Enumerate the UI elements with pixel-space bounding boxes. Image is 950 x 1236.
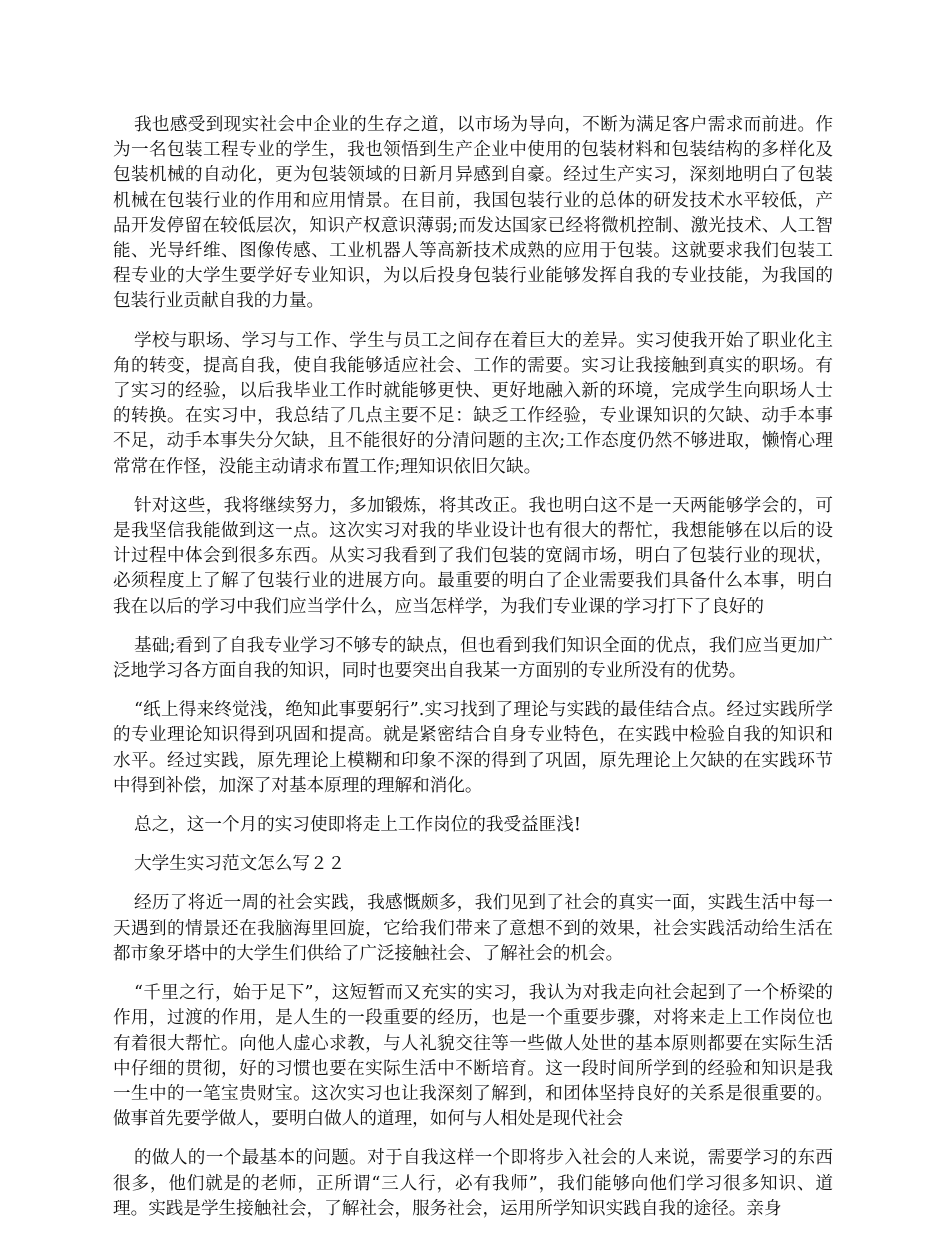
paragraph-2: 学校与职场、学习与工作、学生与员工之间存在着巨大的差异。实习使我开始了职业化主角的转变，提高自我，使自我能够适应社会、工作的需要。实习让我接触到真实的职场。有了实习的经验，以后我毕业工作时就能够更快、更好地融入新的环境，完成学生向职场人士的转换。在实习中，我总结了几点主要不足：缺乏工作经验，专业课知识的欠缺、动手本事不足，动手本事失分欠缺，且不能很好的分清问题的主次;工作态度仍然不够进取，懒惰心理常常在作怪，没能主动请求布置工作;理知识依旧欠缺。 bbox=[113, 330, 833, 477]
paragraph-8: “千里之行，始于足下”，这短暂而又充实的实习，我认为对我走向社会起到了一个桥梁的作用，过渡的作用，是人生的一段重要的经历，也是一个重要步骤，对将来走上工作岗位也有着很大帮忙。向他人虚心求教，与人礼貌交往等一些做人处世的基本原则都要在实际生活中仔细的贯彻，好的习惯也要在实际生活中不断培育。这一段时间所学到的经验和知识是我一生中的一笔宝贵财宝。这次实习也让我深刻了解到，和团体坚持良好的关系是很重要的。做事首先要学做人，要明白做人的道理，如何与人相处是现代社会 bbox=[113, 983, 833, 1130]
document-page bbox=[113, 113, 833, 1236]
paragraph-7: 经历了将近一周的社会实践，我感慨颇多，我们见到了社会的真实一面，实践生活中每一天遇到的情景还在我脑海里回旋，它给我们带来了意想不到的效果，社会实践活动给生活在都市象牙塔中的大学生们供给了广泛接触社会、了解社会的机会。 bbox=[113, 893, 833, 964]
paragraph-1: 我也感受到现实社会中企业的生存之道，以市场为导向，不断为满足客户需求而前进。作为一名包装工程专业的学生，我也领悟到生产企业中使用的包装材料和包装结构的多样化及包装机械的自动化，更为包装领域的日新月异感到自豪。经过生产实习，深刻地明白了包装机械在包装行业的作用和应用情景。在目前，我国包装行业的总体的研发技术水平较低，产品开发停留在较低层次，知识产权意识薄弱;而发达国家已经将微机控制、激光技术、人工智能、光导纤维、图像传感、工业机器人等高新技术成熟的应用于包装。这就要求我们包装工程专业的大学生要学好专业知识，为以后投身包装行业能够发挥自我的专业技能，为我国的包装行业贡献自我的力量。 bbox=[113, 115, 833, 312]
paragraph-9: 的做人的一个最基本的问题。对于自我这样一个即将步入社会的人来说，需要学习的东西很多，他们就是的老师，正所谓“三人行，必有我师”，我们能够向他们学习很多知识、道理。实践是学生接触社会，了解社会，服务社会，运用所学知识实践自我的途径。亲身 bbox=[113, 1148, 833, 1219]
paragraph-4: 基础;看到了自我专业学习不够专的缺点，但也看到我们知识全面的优点，我们应当更加广泛地学习各方面自我的知识，同时也要突出自我某一方面别的专业所没有的优势。 bbox=[113, 635, 833, 682]
paragraph-5: “纸上得来终觉浅，绝知此事要躬行”.实习找到了理论与实践的最佳结合点。经过实践所学的专业理论知识得到巩固和提高。就是紧密结合自身专业特色，在实践中检验自我的知识和水平。经过实践，原先理论上模糊和印象不深的得到了巩固，原先理论上欠缺的在实践环节中得到补偿，加深了对基本原理的理解和消化。 bbox=[113, 700, 833, 796]
paragraph-3: 针对这些，我将继续努力，多加锻炼，将其改正。我也明白这不是一天两能够学会的，可是我坚信我能做到这一点。这次实习对我的毕业设计也有很大的帮忙，我想能够在以后的设计过程中体会到很多东西。从实习我看到了我们包装的宽阔市场，明白了包装行业的现状，必须程度上了解了包装行业的进展方向。最重要的明白了企业需要我们具备什么本事，明白我在以后的学习中我们应当学什么，应当怎样学，为我们专业课的学习打下了良好的 bbox=[113, 495, 833, 617]
section-heading: 大学生实习范文怎么写２２ bbox=[134, 854, 346, 875]
paragraph-6: 总之，这一个月的实习使即将走上工作岗位的我受益匪浅! bbox=[134, 815, 581, 836]
